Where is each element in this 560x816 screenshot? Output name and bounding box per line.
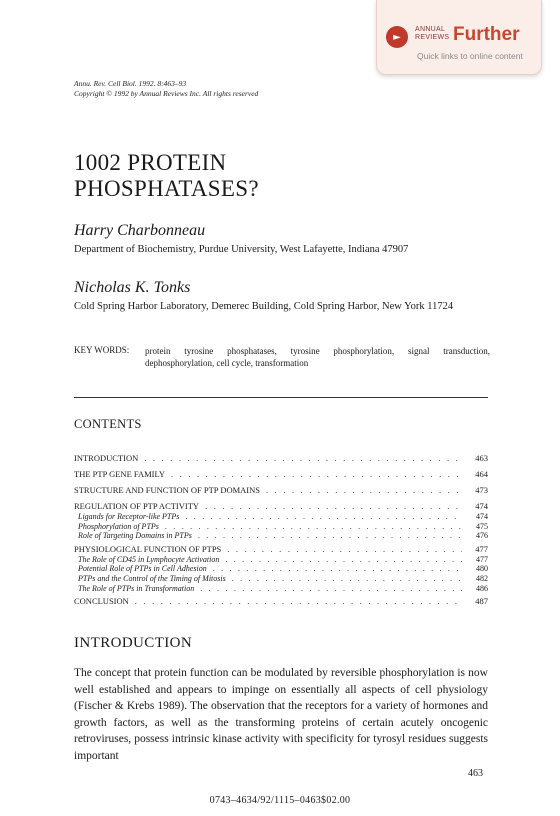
contents-heading: CONTENTS	[74, 417, 142, 431]
keywords-label: KEY WORDS:	[74, 345, 130, 355]
toc-entry-label: CONCLUSION	[74, 596, 129, 607]
toc-entry-label: PHYSIOLOGICAL FUNCTION OF PTPS	[74, 543, 222, 554]
toc-subentry[interactable]	[74, 555, 488, 565]
badge-further-label: Further	[453, 24, 520, 45]
author-affiliation: Department of Biochemistry, Purdue University, West Lafayette, Indiana 47907	[74, 244, 409, 255]
toc-subentry[interactable]	[74, 522, 488, 532]
toc-entry-page: 463	[475, 453, 488, 463]
toc-leader-dots	[227, 543, 462, 555]
body-paragraph: The concept that protein function can be modulated by reversible phosphorylation is now well established and appears to impinge on essentially all aspects of cell physiology (Fischer & Krebs 1989). The observation that the receptors for a variety of hormones and growth factors, as well as the transforming proteins of certain acutely oncogenic retroviruses, possess intrinsic kinase activity with specificity for tyrosyl residues suggests important	[74, 667, 488, 762]
badge-small-top: ANNUAL	[415, 26, 446, 33]
toc-leader-dots	[198, 531, 462, 541]
citation-copyright: Copyright © 1992 by Annual Reviews Inc. All rights reserved	[74, 89, 259, 98]
toc-entry-label: THE PTP GENE FAMILY	[74, 469, 165, 479]
author-name: Harry Charbonneau	[74, 222, 206, 239]
toc-leader-dots	[200, 584, 462, 594]
toc-leader-dots	[144, 450, 462, 466]
toc-entry-label: STRUCTURE AND FUNCTION OF PTP DOMAINS	[74, 485, 260, 495]
toc-entry-page: 482	[476, 573, 488, 583]
toc-entry-label: Potential Role of PTPs in Cell Adhesion	[78, 564, 207, 574]
toc-leader-dots	[225, 555, 462, 565]
keywords-text: protein tyrosine phosphatases, tyrosine phosphorylation, signal transduction, dephosphorylation, cell cycle, transformation	[145, 346, 490, 368]
toc-entry-page: 464	[475, 469, 488, 479]
toc-entry-page: 474	[475, 501, 488, 511]
toc-leader-dots	[165, 522, 462, 532]
toc-leader-dots	[171, 466, 462, 482]
toc-entry-label: Ligands for Receptor-like PTPs	[78, 512, 180, 521]
badge-small-bottom: REVIEWS	[415, 34, 450, 41]
toc-entry-page: 473	[475, 485, 488, 495]
toc-subentry[interactable]	[74, 584, 488, 594]
author-name: Nicholas K. Tonks	[74, 279, 191, 296]
toc-leader-dots	[135, 593, 462, 609]
toc-entry-page: 474	[476, 512, 488, 521]
toc-entry-page: 487	[475, 596, 488, 607]
toc-entry[interactable]	[74, 482, 488, 498]
toc-entry[interactable]	[74, 500, 488, 512]
toc-subentry[interactable]	[74, 512, 488, 522]
footer-code: 0743–4634/92/1115–0463$02.00	[209, 795, 351, 806]
badge-quick-links-text[interactable]: Quick links to online content	[417, 51, 523, 61]
toc-subentry[interactable]	[74, 564, 488, 574]
toc-entry-page: 480	[476, 564, 488, 574]
toc-entry-page: 477	[476, 554, 488, 564]
toc-entry-page: 486	[476, 583, 488, 593]
annual-reviews-logo-text	[415, 26, 449, 42]
toc-entry-label: REGULATION OF PTP ACTIVITY	[74, 501, 200, 511]
table-of-contents	[74, 450, 488, 609]
toc-leader-dots	[185, 512, 462, 522]
toc-entry-page: 477	[475, 543, 488, 554]
paper-title	[74, 150, 259, 202]
toc-subentry[interactable]	[74, 574, 488, 584]
toc-entry-label: The Role of CD45 in Lymphocyte Activation	[78, 554, 220, 564]
toc-entry[interactable]	[74, 450, 488, 466]
toc-subentry[interactable]	[74, 531, 488, 541]
toc-entry-label: Phosphorylation of PTPs	[78, 521, 159, 531]
toc-entry-label: PTPs and the Control of the Timing of Mitosis	[78, 573, 226, 583]
toc-leader-dots	[266, 482, 462, 498]
section-heading: INTRODUCTION	[74, 635, 193, 651]
toc-leader-dots	[232, 574, 462, 584]
toc-entry-page: 476	[476, 531, 488, 541]
play-icon: ►	[386, 26, 408, 48]
section-divider	[74, 397, 488, 398]
citation-journal: Annu. Rev. Cell Biol. 1992. 8:463–93	[74, 79, 187, 88]
toc-entry[interactable]	[74, 543, 488, 555]
author-affiliation: Cold Spring Harbor Laboratory, Demerec Building, Cold Spring Harbor, New York 11724	[74, 301, 454, 312]
toc-entry[interactable]	[74, 466, 488, 482]
paper-title-line1: 1002 PROTEIN	[74, 150, 227, 175]
page-number: 463	[468, 768, 483, 779]
toc-entry-page: 475	[476, 521, 488, 531]
paper-title-line2: PHOSPHATASES?	[74, 176, 259, 201]
toc-leader-dots	[213, 564, 462, 574]
toc-entry-label: Role of Targeting Domains in PTPs	[78, 531, 192, 541]
annual-reviews-further-badge[interactable]	[376, 0, 542, 75]
toc-entry[interactable]	[74, 593, 488, 609]
toc-entry-label: INTRODUCTION	[74, 453, 139, 463]
toc-leader-dots	[205, 500, 462, 512]
toc-entry-label: The Role of PTPs in Transformation	[78, 583, 195, 593]
citation-block	[74, 79, 258, 99]
